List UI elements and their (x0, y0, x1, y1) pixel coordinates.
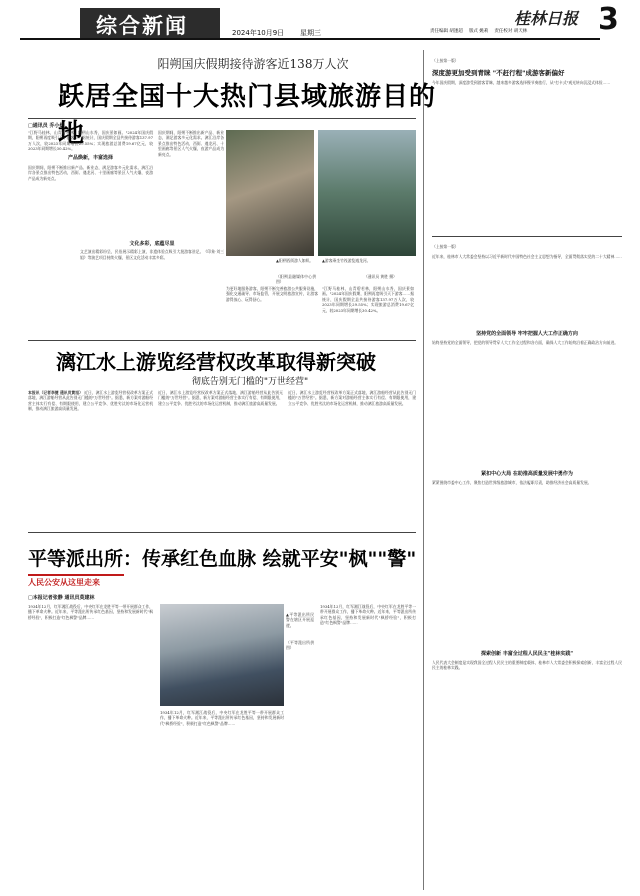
photo-caption-2: ▲游客乘坐竹筏游览遇龙河。 (322, 258, 371, 263)
editor-line (430, 28, 527, 34)
right-top-headline: 深度游更加受到青睐 "不赶行程"成游客新偏好 (432, 69, 565, 77)
lead-sub2: 文化多彩，底蕴尽显 (129, 241, 175, 247)
lead-body3-text: 为更好地服务游客，阳朔不断完善旅游公共服务设施，强化交通疏导、市场监管，开展文明旅游宣传，让游客游得放心、玩得舒心。 (226, 286, 318, 302)
story3-headline: 平等派出所：传承红色血脉 绘就平安"枫""警" (28, 548, 417, 570)
right-top-body-text: 今年国庆假期，深度游受到游客青睐，越来越多游客选择慢节奏旅行，从"打卡式"观光转向沉浸式体验…… (432, 80, 611, 85)
right-body3-text: 人民代表大会制度是实现我国全过程人民民主的重要制度载体，桂林市人大常委会积极探索创新，丰富全过程人民民主的桂林实践。 (432, 660, 622, 671)
masthead (0, 0, 640, 44)
story3-body-cont2: 1934年12月，红军湘江战役后，中央红军在龙胜平等一带开展群众工作，播下革命火种。近年来，平等派出所传承红色基因，坚持和发展新时代"枫桥经验"，积极打造"红色枫警"品牌…… (320, 604, 416, 626)
story2-body-3 (288, 390, 416, 476)
editor-1: 责任编辑 胡逢超 (430, 29, 463, 34)
story3-photo-credit: （平等派出所供图） (286, 640, 314, 651)
story3-body-2 (160, 710, 284, 888)
lead-body-cont: 国庆期间，阳朔不断推出新产品、新业态，满足游客多元化需求。漓江沿岸各景点推出特色活动，西街、遇龙河、十里画廊等景区人气火爆，夜游产品成为新亮点。 (158, 130, 224, 157)
right-label-top: （上接第一版） (432, 58, 459, 63)
story3-body-1 (28, 604, 153, 889)
section-title: 综合新闻 (96, 14, 188, 38)
story3-body-cont: 1934年12月，红军湘江战役后，中央红军在龙胜平等一带开展群众工作，播下革命火种。近年来，平等派出所传承红色基因，坚持和发展新时代"枫桥经验"，积极打造"红色枫警"品牌…… (160, 710, 284, 726)
story3-tag (28, 574, 124, 590)
right-sub2: 紧扣中心大局 在助推高质量发展中勇作为 (481, 471, 573, 477)
lead-headline: 跃居全国十大热门县域旅游目的地 (58, 82, 437, 149)
story3-photo-caption: ▲平等派出所民警在辖区开展巡逻。 (286, 612, 314, 628)
story3-body: 1934年12月，红军湘江战役后，中央红军在龙胜平等一带开展群众工作，播下革命火种。近年来，平等派出所传承红色基因，坚持和发展新时代"枫桥经验"，积极打造"红色枫警"品牌…… (28, 604, 153, 620)
story2-headline: 漓江水上游览经营权改革取得新突破 (56, 350, 376, 374)
lead-kicker: 阳朔国庆假期接待游客近138万人次 (157, 57, 349, 71)
paper-name: 桂林日报 (514, 9, 579, 28)
lead-body-col3 (226, 286, 318, 336)
right-body1-text: 始终坚持党的全面领导，把党的领导贯穿人大工作全过程和各方面，确保人大工作始终沿着正确政治方向前进。 (432, 340, 619, 345)
right-sub3: 探索创新 丰富全过程人民民主"桂林实践" (481, 651, 573, 657)
lead-sub1: 产品焕新，丰富选择 (67, 154, 113, 161)
masthead-rule (20, 38, 600, 40)
right-body3 (432, 660, 622, 888)
story2-body-1 (28, 390, 153, 476)
editor-2: 版式 姚莉 (468, 29, 489, 34)
right-body2 (432, 480, 622, 644)
story3-body-3 (320, 604, 416, 888)
lead-rule (28, 118, 416, 119)
story3-tag-text: 人民公安从这里走来 (28, 578, 100, 587)
lead-photo-2 (318, 130, 416, 256)
story2-body-cont2: 近日，漓江水上游览经营权改革方案正式落地，漓江游船经营从此告别无门槛的"万世经营"。据悉，新方案对游船经营主体实行有偿、有期限使用，建立公平竞争、优胜劣汰的市场化运营机制，推动漓江旅游高质量发展。 (288, 390, 416, 406)
story3-rule-top (28, 532, 416, 533)
issue-date: 2024年10月9日 (232, 29, 285, 37)
lead-body1: 国庆期间，阳朔不断推出新产品、新业态，满足游客多元化需求。漓江沿岸各景点推出特色活动，西街、遇龙河、十里画廊等景区人气火爆，夜游产品成为新亮点。 (28, 165, 153, 181)
right-body1 (432, 340, 622, 458)
right-top-body (432, 80, 622, 230)
lead-byline: □通讯员 乔小炳 (28, 123, 65, 129)
right-mid-body (432, 254, 622, 320)
story2-subhead: 彻底告别无门槛的"万世经营" (191, 377, 309, 387)
lead-body-col4 (322, 286, 414, 336)
story2-rule-top (28, 340, 416, 341)
lead-photo-1 (226, 130, 314, 256)
right-mid-label: （上接第一版） (432, 244, 459, 249)
lead-body: "江野马桂林，山青碧若林，阳朔山水秀，国庆景如画。"2024年国庆假期，阳朔再度吸引天下游客……据统计，国庆假期全县共接待游客137.97万人次，较2023年同期增长29.55%；实现旅游总消费19.67亿元，较2023年同期增长30.42%。 (28, 130, 153, 152)
right-sub1: 坚持党的全面领导 牢牢把握人大工作正确方向 (476, 331, 578, 337)
story3-byline: □本报记者张静 通讯员莫建林 (28, 595, 95, 601)
lead-lower (80, 240, 224, 334)
story2-body-2 (158, 390, 283, 476)
story2-body-cont: 近日，漓江水上游览经营权改革方案正式落地，漓江游船经营从此告别无门槛的"万世经营"。据悉，新方案对游船经营主体实行有偿、有期限使用，建立公平竞争、优胜劣汰的市场化运营机制，推动漓江旅游高质量发展。 (158, 390, 283, 406)
column-divider (423, 50, 424, 890)
right-rule-1 (432, 236, 622, 237)
lead-body2: 文艺演出精彩纷呈，民俗展示精彩上演，非遗体验点吸引大批游客驻足。《印象·刘三姐》等演艺项目持续火爆，景区文化活动丰富多彩。 (80, 249, 224, 260)
story2-body: 近日，漓江水上游览经营权改革方案正式落地，漓江游船经营从此告别无门槛的"万世经营"。据悉，新方案对游船经营主体实行有偿、有期限使用，建立公平竞争、优胜劣汰的市场化运营机制，推动漓江旅游高质量发展。 (28, 390, 153, 412)
photo-credit-1: （阳朔县融媒体中心供图） (276, 274, 316, 285)
right-body2-text: 紧紧围绕市委中心工作，聚焦打造世界级旅游城市，依法履职尽责，助推经济社会高质量发展。 (432, 480, 592, 485)
editor-3: 责任校对 胡天林 (494, 29, 528, 34)
story3-photo (160, 604, 284, 706)
issue-weekday: 星期三 (300, 29, 321, 37)
right-mid-body-text: 近年来，桂林市人大常委会坚持以习近平新时代中国特色社会主义思想为指导，全面贯彻落实党的二十大精神…… (432, 254, 622, 259)
photo-credit-2: （通讯员 黄胜 摄） (364, 274, 397, 279)
page-number: 3 (598, 2, 619, 37)
story2-byline: 本报讯（记者李捷 通讯员黄旭） (28, 390, 83, 395)
lead-body4-text: "江野马桂林，山青碧若林，阳朔山水秀，国庆景如画。"2024年国庆假期，阳朔再度吸引天下游客……据统计，国庆假期全县共接待游客137.97万人次，较2023年同期增长29.55%；实现旅游总消费19.67亿元，较2023年同期增长30.42%。 (322, 286, 414, 313)
photo-caption-1: ▲阳朔西街游人如织。 (276, 258, 314, 263)
